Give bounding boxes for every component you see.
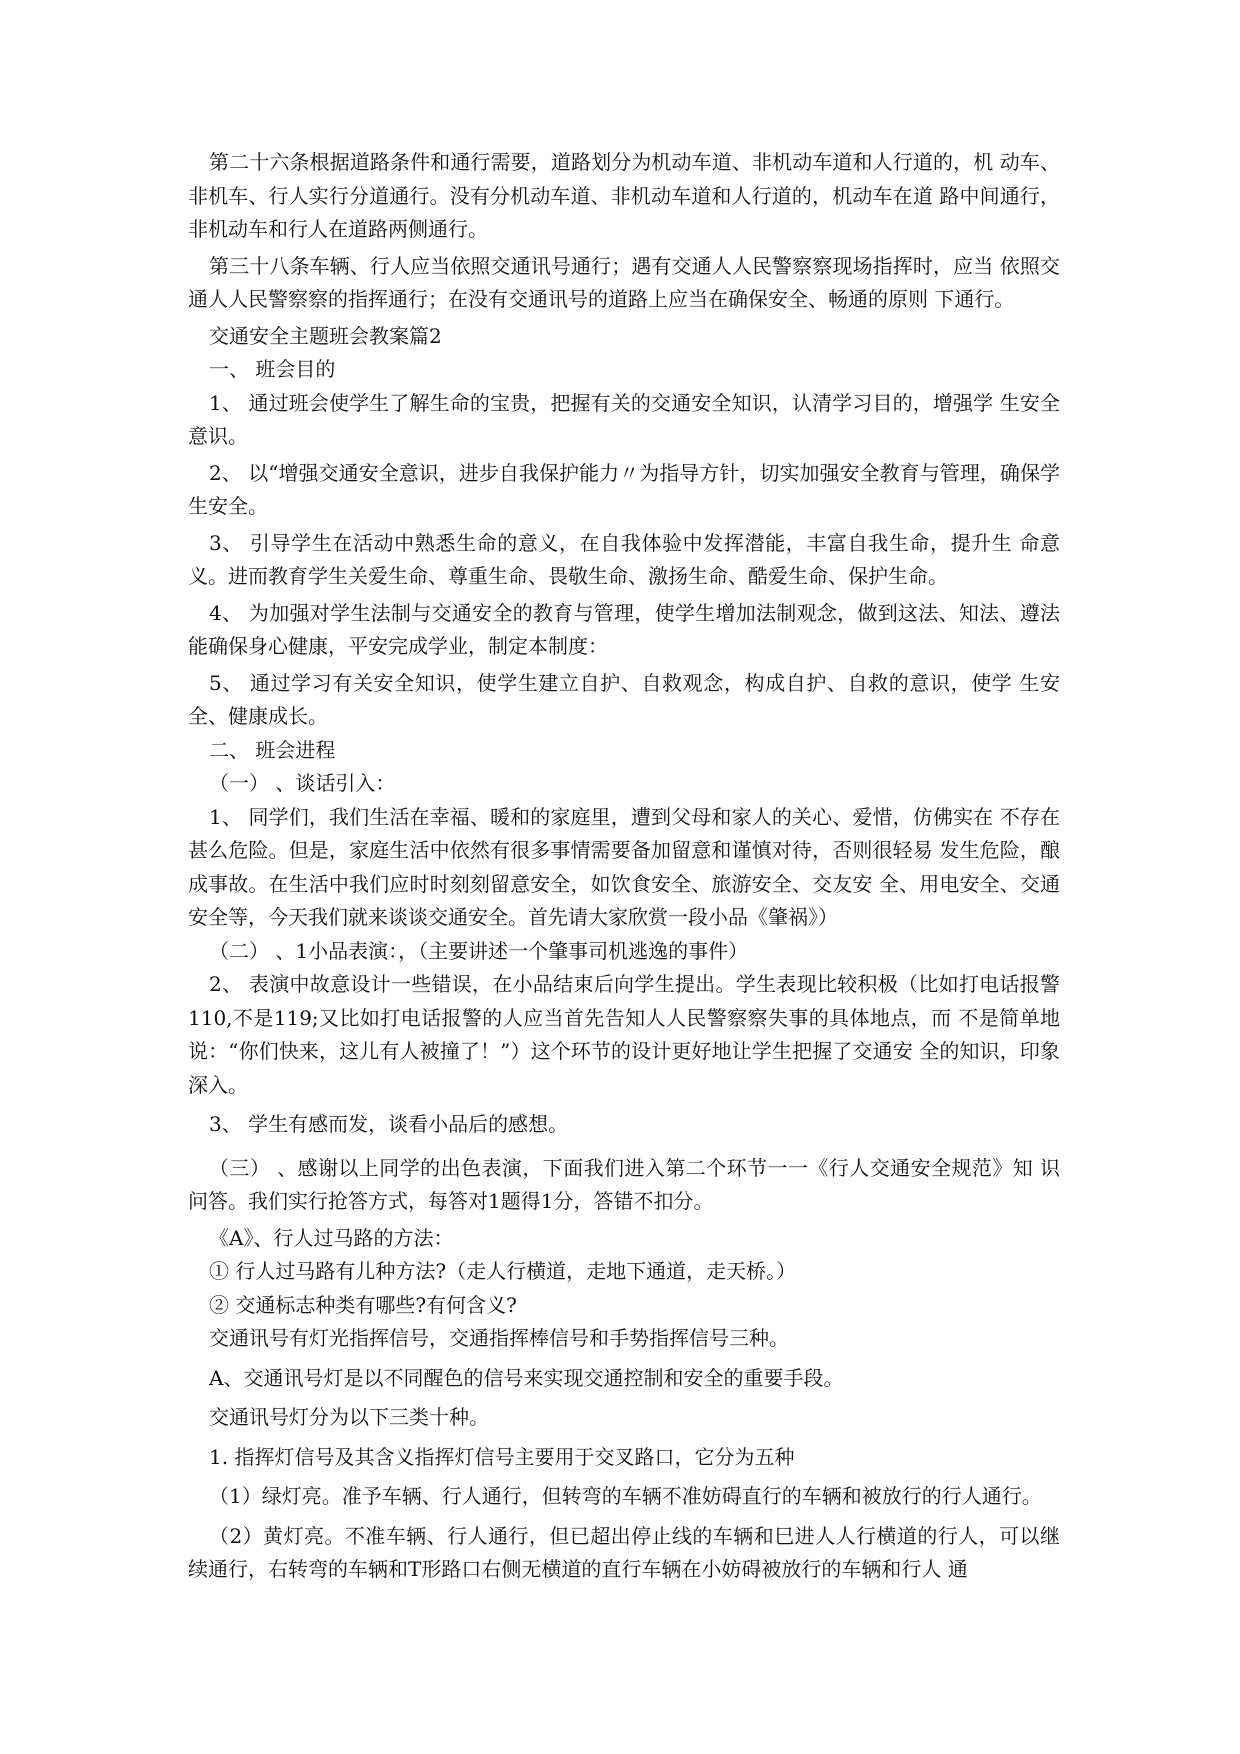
paragraph-article-38: 第三十八条车辆、行人应当依照交通讯号通行；遇有交通人人民警察察现场指挥时，应当 依照交通人人民警察察的指挥通行；在没有交通讯号的道路上应当在确保安全、畅通的原则 下通行。	[188, 253, 1060, 311]
step-3-text: 3、 学生有感而发，谈看小品后的感想。	[209, 1112, 569, 1136]
paragraph-article-26: 第二十六条根据道路条件和通行需要，道路划分为机动车道、非机动车道和人行道的，机 动车、非机车、行人实行分道通行。没有分机动车道、非机动车道和人行道的，机动车在道 路中间通行，非机动车和行人在道路两侧通行。	[188, 150, 1060, 241]
purpose-item-3: 3、 引导学生在活动中熟悉生命的意义，在自我体验中发挥潜能，丰富自我生命，提升生 命意义。进而教育学生关爱生命、尊重生命、畏敬生命、激扬生命、酷爱生命、保护生命。	[188, 530, 1060, 588]
step-1-text: 1、 同学们，我们生活在幸福、暖和的家庭里，遭到父母和家人的关心、爱惜，仿佛实在 不存在甚么危险。但是，家庭生活中依然有很多事情需要备加留意和谨慎对待，否则很轻易 发生危险，酿成事故。在生活中我们应时时刻刻留意安全，如饮食安全、旅游安全、交友安 全、用电安全、交通安全等，今天我们就来谈谈交通安全。首先请大家欣赏一段小品《肇祸》）	[188, 804, 1060, 929]
command-light-heading: 1. 指挥灯信号及其含义指挥灯信号主要用于交叉路口，它分为五种	[209, 1444, 795, 1469]
green-light-rule: （1）绿灯亮。准予车辆、行人通行，但转弯的车辆不准妨碍直行的车辆和被放行的行人通行。	[209, 1484, 1042, 1508]
quiz-question-2: ② 交通标志种类有哪些?有何含义?	[209, 1292, 517, 1317]
section-title: 交通安全主题班会教案篇2	[209, 323, 442, 348]
step-1-heading: （一） 、谈话引入：	[209, 771, 396, 795]
purpose-item-4: 4、 为加强对学生法制与交通安全的教育与管理，使学生增加法制观念，做到这法、知法、遵法能确保身心健康，平安完成学业，制定本制度：	[188, 600, 1060, 658]
traffic-signal-types: 交通讯号有灯光指挥信号，交通指挥棒信号和手势指挥信号三种。	[209, 1326, 789, 1350]
purpose-item-2: 2、 以“增强交通安全意识，进步自我保护能力〃为指导方针，切实加强安全教育与管理，确保学生安全。	[188, 460, 1060, 518]
quiz-section-a: 《A》、行人过马路的方法：	[209, 1225, 454, 1250]
step-2-heading: （二） 、1小品表演：，（主要讲述一个肇事司机逃逸的事件）	[209, 938, 749, 963]
traffic-light-categories: 交通讯号灯分为以下三类十种。	[209, 1405, 489, 1429]
yellow-light-rule: （2）黄灯亮。不准车辆、行人通行，但已超出停止线的车辆和巳进人人行横道的行人，可以继续通行，右转弯的车辆和T形路口右侧无横道的直行车辆在小妨碍被放行的车辆和行人 通	[188, 1523, 1060, 1581]
purpose-item-5: 5、 通过学习有关安全知识，使学生建立自护、自救观念，构成自护、自救的意识，使学 生安全、健康成长。	[188, 670, 1060, 728]
heading-class-purpose: 一、 班会目的	[209, 357, 336, 381]
step-2-text: 2、 表演中故意设计一些错误，在小品结束后向学生提出。学生表现比较积极（比如打电话报警110,不是119;又比如打电话报警的人应当首先告知人人民警察察失事的具体地点，而 不是简单地说：“你们快来，这儿有人被撞了！”）这个环节的设计更好地让学生把握了交通安 全的知识，印象深入。	[188, 972, 1060, 1097]
traffic-light-definition: A、交通讯号灯是以不同醒色的信号来实现交通控制和安全的重要手段。	[209, 1365, 844, 1390]
quiz-question-1: ① 行人过马路有儿种方法?（走人行横道，走地下通道，走天桥。）	[209, 1259, 797, 1283]
purpose-item-1: 1、 通过班会使学生了解生命的宝贵，把握有关的交通安全知识，认清学习目的，增强学 生安全意识。	[188, 390, 1060, 448]
step-3-heading: （三） 、感谢以上同学的出色表演，下面我们进入第二个环节一一《行人交通安全规范》知 识问答。我们实行抢答方式，每答对1题得1分，答错不扣分。	[188, 1155, 1060, 1213]
heading-class-process: 二、 班会进程	[209, 737, 336, 762]
document-body	[188, 146, 1060, 1587]
